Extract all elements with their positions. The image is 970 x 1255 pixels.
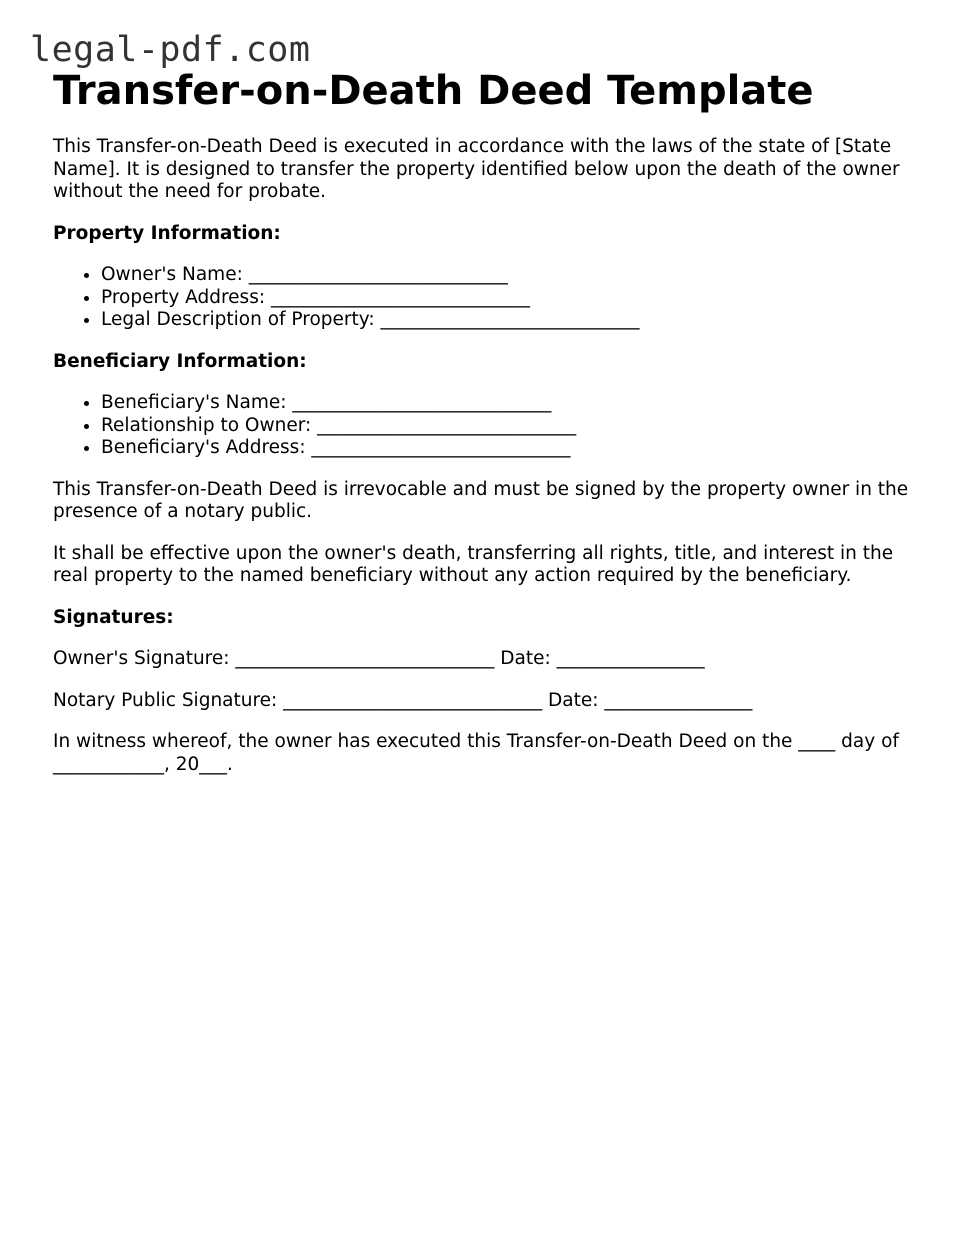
relationship-field: • Relationship to Owner: ____________________________ [101, 415, 933, 438]
document-title: Transfer-on-Death Deed Template [53, 68, 814, 114]
legal-description-field: • Legal Description of Property: ____________________________ [101, 309, 933, 332]
beneficiary-name-field: • Beneficiary's Name: ____________________________ [101, 392, 933, 415]
effective-paragraph: It shall be effective upon the owner's death, transferring all rights, title, and interest in the real property to the named beneficiary without any action required by the beneficiary. [53, 542, 894, 586]
watermark-logo: legal-pdf.com [30, 30, 311, 70]
irrevocable-paragraph: This Transfer-on-Death Deed is irrevocable and must be signed by the property owner in the presence of a notary public. [53, 478, 909, 522]
beneficiary-information-heading: Beneficiary Information: [53, 350, 307, 372]
document-page [53, 66, 933, 795]
owner-signature-line: Owner's Signature: ____________________________ Date: ________________ [53, 648, 705, 669]
witness-paragraph: In witness whereof, the owner has executed this Transfer-on-Death Deed on the ____ day of ____________, 20___. [53, 731, 899, 775]
signatures-heading: Signatures: [53, 606, 174, 628]
beneficiary-address-field: • Beneficiary's Address: ____________________________ [101, 437, 933, 460]
owner-name-field: • Owner's Name: ____________________________ [101, 264, 933, 287]
beneficiary-information-list [53, 392, 933, 460]
property-address-field: • Property Address: ____________________________ [101, 287, 933, 310]
notary-signature-line: Notary Public Signature: ____________________________ Date: ________________ [53, 689, 753, 711]
property-information-list [53, 264, 933, 332]
property-information-heading: Property Information: [53, 222, 281, 244]
intro-paragraph: This Transfer-on-Death Deed is executed in accordance with the laws of the state of [State Name]. It is designed to transfer the property identified below upon the death of the owner without the need for probate. [53, 136, 900, 202]
